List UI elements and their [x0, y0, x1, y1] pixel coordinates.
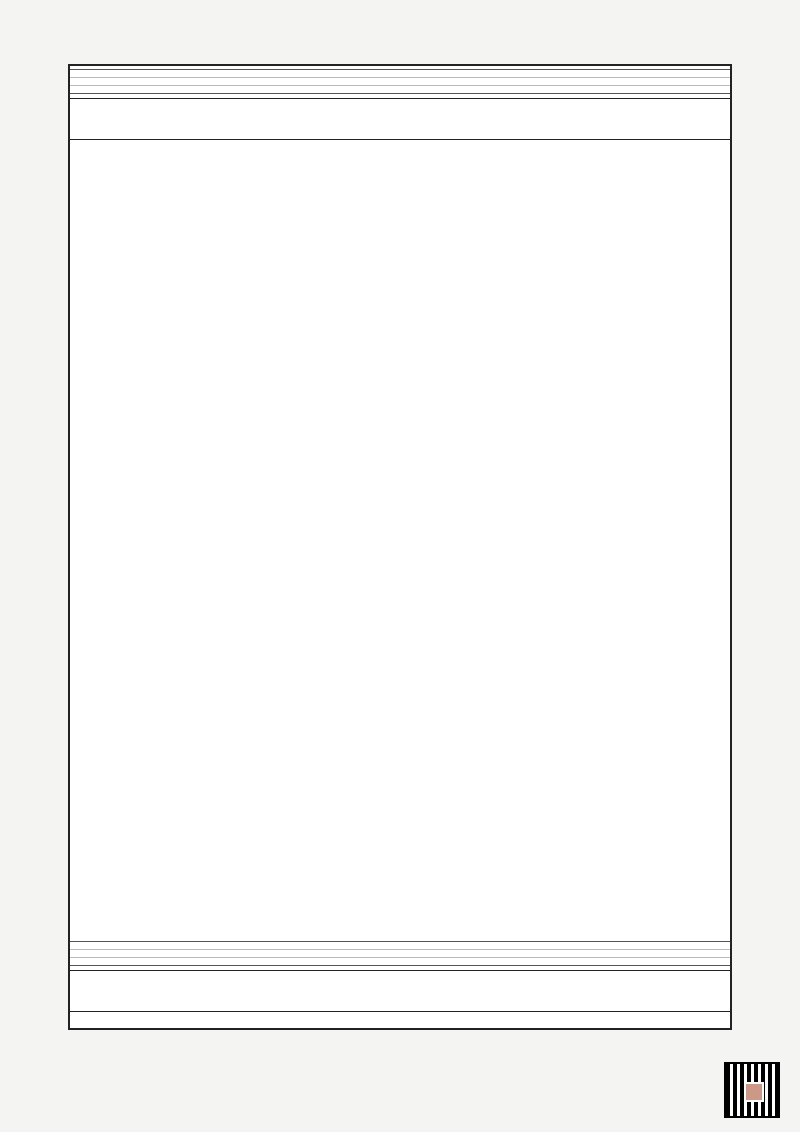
title-pinyin-text	[76, 67, 724, 96]
empty-grid-row	[70, 970, 730, 1012]
empty-pinyin-row	[70, 938, 730, 968]
title-pinyin-row	[70, 66, 730, 96]
qr-code-image	[724, 1062, 780, 1118]
title-grid-row	[70, 98, 730, 140]
practice-sheet	[68, 64, 732, 1030]
